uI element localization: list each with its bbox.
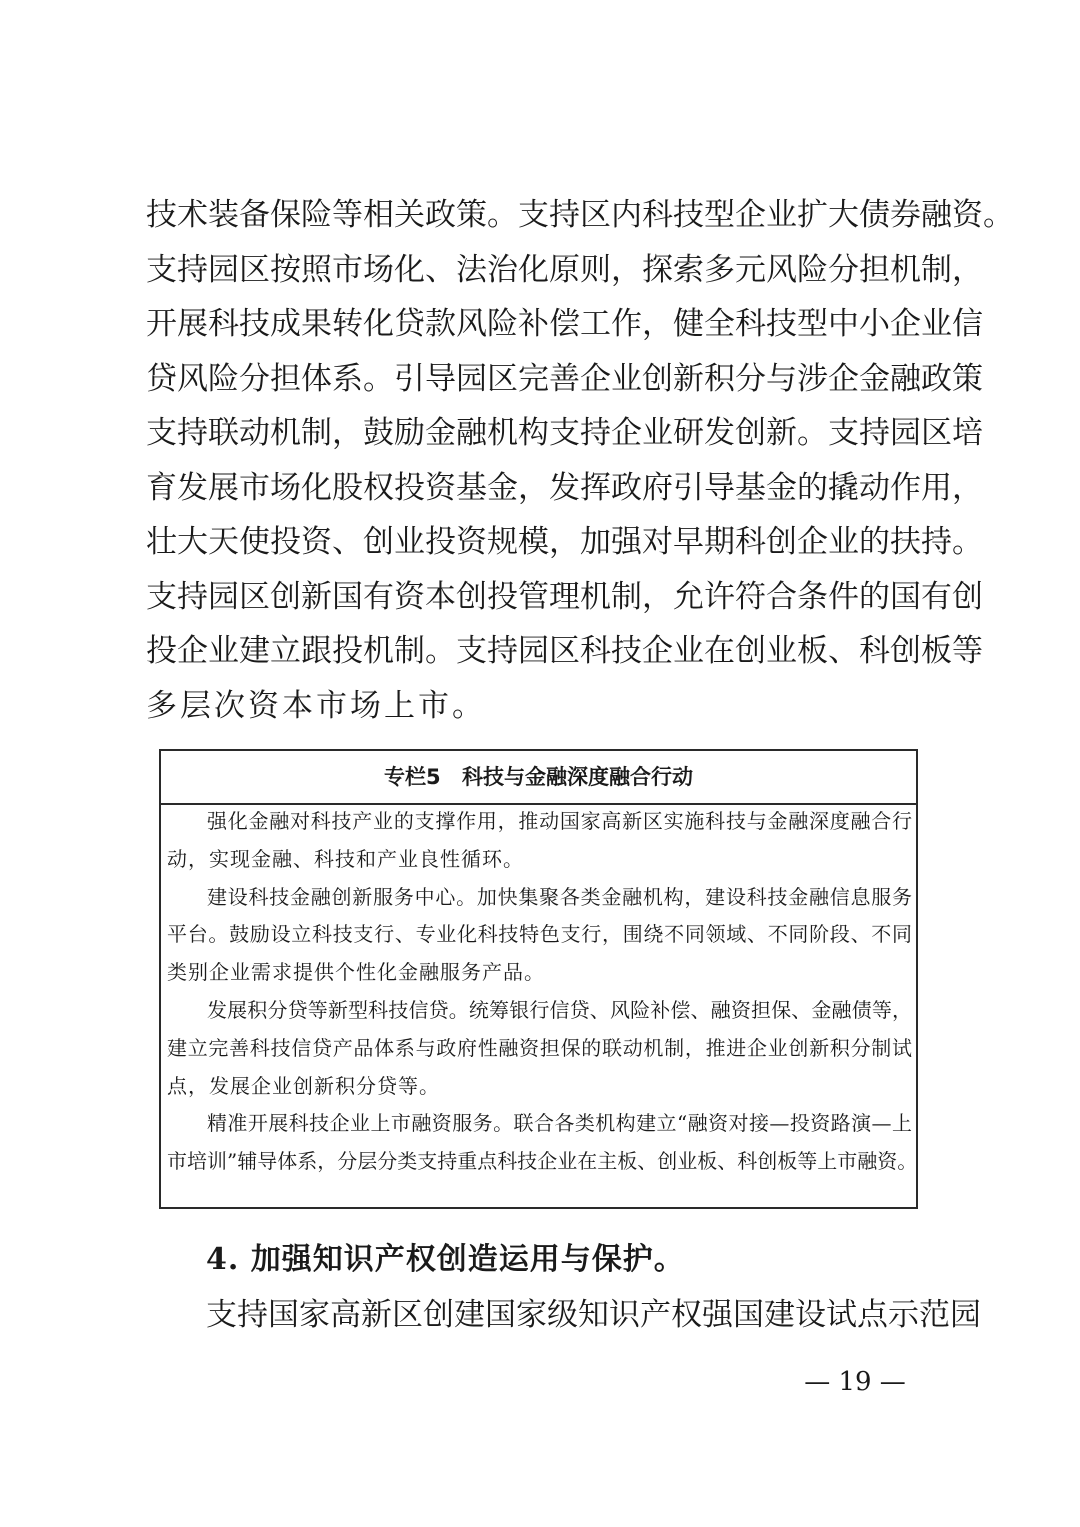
box-line: 点，发展企业创新积分贷等。 [167, 1073, 440, 1098]
page-number: — 19 — [804, 1367, 906, 1397]
box-line: 类别企业需求提供个性化金融服务产品。 [167, 960, 545, 985]
body-line: 育发展市场化股权投资基金，发挥政府引导基金的撬动作用， [146, 469, 983, 506]
box-line: 强化金融对科技产业的支撑作用，推动国家高新区实施科技与金融深度融合行 [207, 809, 912, 833]
body-line: 支持联动机制，鼓励金融机构支持企业研发创新。支持园区培 [146, 415, 983, 451]
box-line: 平台。鼓励设立科技支行、专业化科技特色支行，围绕不同领域、不同阶段、不同 [167, 922, 912, 947]
box-line: 发展积分贷等新型科技信贷。统筹银行信贷、风险补偿、融资担保、金融债等， [207, 997, 912, 1022]
body-line: 壮大天使投资、创业投资规模，加强对早期科创企业的扶持。 [146, 524, 983, 560]
box-line: 动，实现金融、科技和产业良性循环。 [167, 846, 524, 871]
body-line: 支持园区按照市场化、法治化原则，探索多元风险分担机制， [146, 251, 983, 288]
body-line: 支持园区创新国有资本创投管理机制，允许符合条件的国有创 [146, 578, 983, 615]
column-box-body [167, 803, 918, 1181]
section-first-line: 支持国家高新区创建国家级知识产权强国建设试点示范园 [206, 1297, 981, 1333]
body-line: 贷风险分担体系。引导园区完善企业创新积分与涉企金融政策 [146, 360, 983, 397]
body-line: 投企业建立跟投机制。支持园区科技企业在创业板、科创板等 [146, 633, 983, 669]
body-paragraph [146, 188, 1014, 733]
body-line: 多层次资本市场上市。 [146, 687, 486, 724]
body-line: 开展科技成果转化贷款风险补偿工作，健全科技型中小企业信 [146, 306, 983, 342]
column-box [159, 749, 918, 1209]
box-line: 建立完善科技信贷产品体系与政府性融资担保的联动机制，推进企业创新积分制试 [167, 1035, 912, 1060]
box-line: 建设科技金融创新服务中心。加快集聚各类金融机构，建设科技金融信息服务 [207, 884, 912, 909]
body-line: 技术装备保险等相关政策。支持区内科技型企业扩大债券融资。 [146, 197, 1014, 233]
section-heading: 4. 加强知识产权创造运用与保护。 [206, 1242, 685, 1277]
box-line: 市培训”辅导体系，分层分类支持重点科技企业在主板、创业板、科创板等上市融资。 [167, 1149, 918, 1174]
box-line: 精准开展科技企业上市融资服务。联合各类机构建立“融资对接—投资路演—上 [207, 1111, 912, 1136]
column-box-title: 专栏5 科技与金融深度融合行动 [161, 751, 916, 805]
